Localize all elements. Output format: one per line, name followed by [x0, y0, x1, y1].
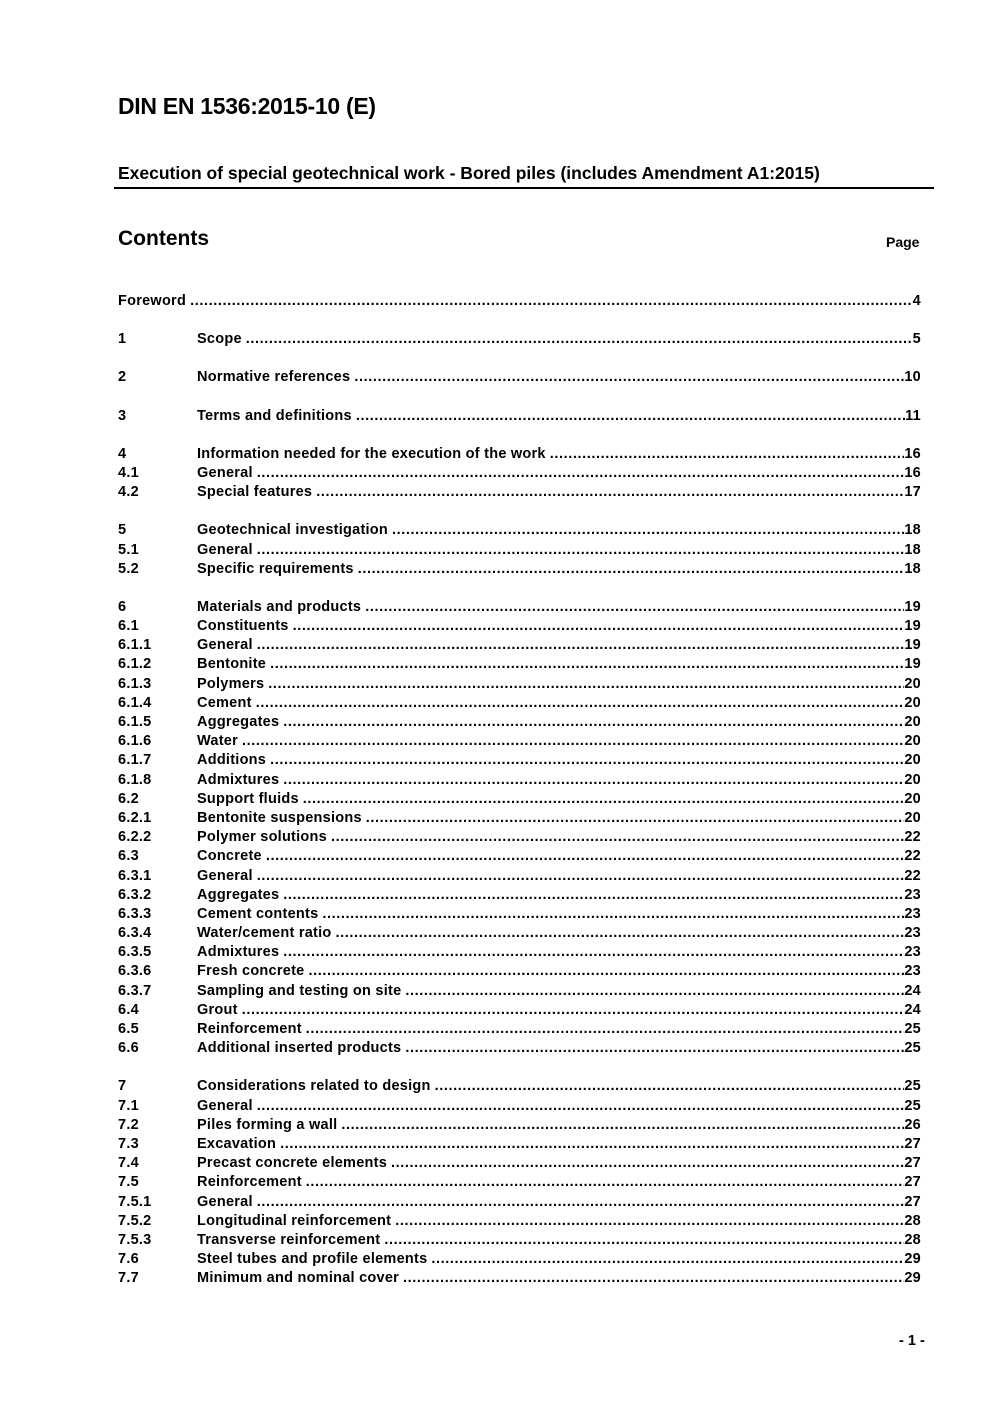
toc-entry-number: 6.2	[118, 790, 139, 807]
toc-entry-page: 20	[904, 752, 921, 769]
toc-entry[interactable]	[118, 292, 921, 311]
toc-entry-page: 23	[904, 905, 921, 922]
toc-entry-page: 18	[904, 541, 921, 558]
toc-entry-number: 6.5	[118, 1021, 139, 1037]
toc-dot-leader	[316, 483, 904, 502]
toc-entry-number: 6.2.1	[118, 809, 152, 826]
toc-entry[interactable]	[118, 1212, 921, 1231]
toc-entry[interactable]	[118, 1116, 921, 1135]
toc-dot-leader	[303, 790, 905, 809]
toc-dot-leader	[392, 521, 904, 540]
toc-entry-number: 6.1.3	[118, 675, 152, 692]
toc-entry-title: Water/cement ratio	[197, 925, 332, 942]
toc-entry-number: 4.1	[118, 464, 139, 481]
toc-entry-title: Reinforcement	[197, 1021, 302, 1037]
toc-entry-title: Scope	[197, 331, 242, 348]
toc-entry[interactable]	[118, 713, 921, 732]
toc-dot-leader	[257, 464, 905, 483]
toc-entry-page: 20	[904, 771, 921, 788]
toc-entry-number: 6.3.3	[118, 905, 152, 922]
toc-entry-page: 22	[904, 829, 921, 846]
toc-entry-page: 23	[904, 925, 921, 942]
toc-dot-leader	[331, 828, 904, 847]
toc-entry-number: 7.5.2	[118, 1212, 152, 1229]
toc-dot-leader	[280, 1135, 904, 1154]
toc-dot-leader	[356, 407, 905, 426]
toc-entry-number: 4.2	[118, 484, 139, 501]
toc-entry-page: 19	[904, 598, 921, 615]
toc-entry-page: 27	[904, 1135, 921, 1152]
toc-entry-number: 6.3.6	[118, 963, 152, 980]
toc-dot-leader	[366, 809, 905, 828]
toc-entry-number: 6.3.5	[118, 944, 152, 961]
toc-entry-title: Aggregates	[197, 886, 280, 903]
toc-dot-leader	[257, 636, 905, 655]
toc-entry-title: Special features	[197, 484, 313, 501]
toc-entry[interactable]	[118, 1001, 921, 1020]
toc-dot-leader	[395, 1212, 904, 1231]
toc-entry[interactable]	[118, 1020, 921, 1039]
table-of-contents	[118, 292, 921, 1288]
toc-entry[interactable]	[118, 330, 921, 349]
toc-entry-title: Minimum and nominal cover	[197, 1270, 400, 1287]
toc-entry-title: Additions	[197, 752, 267, 769]
toc-dot-leader	[550, 445, 905, 464]
toc-entry-number: 6.1.4	[118, 694, 152, 711]
toc-entry[interactable]	[118, 847, 921, 866]
toc-entry-page: 10	[904, 369, 921, 386]
toc-entry-title: General	[197, 541, 253, 558]
toc-entry[interactable]	[118, 636, 921, 655]
toc-entry[interactable]	[118, 732, 921, 751]
toc-entry-page: 22	[904, 848, 921, 865]
toc-entry-page: 20	[904, 790, 921, 807]
toc-entry-number: 7.7	[118, 1270, 139, 1287]
toc-entry-title: Admixtures	[197, 944, 280, 961]
toc-entry[interactable]	[118, 1135, 921, 1154]
toc-entry-number: 6.1.1	[118, 637, 152, 654]
toc-entry[interactable]	[118, 886, 921, 905]
toc-dot-leader	[306, 1173, 905, 1192]
toc-entry[interactable]	[118, 560, 921, 579]
toc-entry-title: Grout	[197, 1001, 238, 1018]
toc-entry-title: General	[197, 1097, 253, 1114]
toc-entry-page: 5	[912, 331, 921, 348]
toc-dot-leader	[384, 1231, 904, 1250]
toc-entry-page: 19	[904, 656, 921, 673]
toc-entry[interactable]	[118, 751, 921, 770]
toc-entry-number: 4	[118, 445, 127, 462]
toc-entry-title: General	[197, 1193, 253, 1210]
toc-entry-page: 20	[904, 694, 921, 711]
toc-entry-page: 11	[905, 407, 921, 424]
toc-entry-page: 18	[904, 522, 921, 539]
toc-entry-number: 5.2	[118, 560, 139, 577]
toc-entry-page: 25	[904, 1097, 921, 1114]
toc-entry-number: 5.1	[118, 541, 139, 558]
toc-entry-number: 7.5.1	[118, 1193, 152, 1210]
toc-dot-leader	[283, 713, 904, 732]
toc-dot-leader	[308, 962, 904, 981]
toc-entry-number: 7.1	[118, 1097, 139, 1114]
toc-entry[interactable]	[118, 962, 921, 981]
toc-entry-page: 26	[904, 1116, 921, 1133]
toc-entry[interactable]	[118, 675, 921, 694]
toc-dot-leader	[270, 751, 904, 770]
toc-entry-title: Precast concrete elements	[197, 1155, 388, 1172]
toc-entry-number: 5	[118, 522, 127, 539]
toc-entry[interactable]	[118, 694, 921, 713]
toc-entry-title: Transverse reinforcement	[197, 1231, 381, 1248]
toc-entry-number: 7.3	[118, 1135, 139, 1152]
toc-entry-page: 28	[904, 1212, 921, 1229]
document-title: DIN EN 1536:2015-10 (E)	[118, 93, 376, 119]
toc-entry-page: 18	[904, 560, 921, 577]
toc-entry-number: 1	[118, 331, 127, 348]
toc-dot-leader	[435, 1077, 905, 1096]
toc-entry[interactable]	[118, 1097, 921, 1116]
toc-entry-number: 6.1	[118, 618, 139, 635]
toc-entry-title: General	[197, 637, 253, 654]
toc-entry-title: Additional inserted products	[197, 1040, 402, 1057]
toc-entry-number: 7.5	[118, 1174, 139, 1191]
toc-entry-page: 24	[904, 982, 921, 999]
toc-entry-page: 27	[904, 1174, 921, 1191]
toc-entry-number: 6.3	[118, 848, 139, 865]
toc-entry[interactable]	[118, 483, 921, 502]
toc-entry-number: 6.3.4	[118, 925, 152, 942]
toc-entry-title: Normative references	[197, 369, 351, 386]
toc-entry-title: Polymer solutions	[197, 829, 327, 846]
toc-dot-leader	[257, 1097, 905, 1116]
toc-entry-number: 6.4	[118, 1001, 139, 1018]
toc-entry[interactable]	[118, 1250, 921, 1269]
toc-entry[interactable]	[118, 1173, 921, 1192]
toc-entry-page: 23	[904, 944, 921, 961]
toc-entry-title: Foreword	[118, 293, 187, 309]
toc-entry-title: Geotechnical investigation	[197, 522, 389, 539]
toc-entry-number: 6.2.2	[118, 829, 152, 846]
toc-entry-title: Considerations related to design	[197, 1078, 431, 1095]
toc-entry-page: 25	[904, 1021, 921, 1037]
toc-entry-number: 7.4	[118, 1155, 139, 1172]
toc-dot-leader	[283, 771, 904, 790]
toc-entry-page: 27	[904, 1155, 921, 1172]
toc-entry[interactable]	[118, 924, 921, 943]
toc-entry-number: 6.1.6	[118, 733, 152, 750]
toc-entry-number: 6.3.2	[118, 886, 152, 903]
title-divider	[114, 187, 934, 189]
toc-entry[interactable]	[118, 541, 921, 560]
toc-entry-page: 22	[904, 867, 921, 884]
toc-entry[interactable]	[118, 598, 921, 617]
toc-entry-number: 2	[118, 369, 127, 386]
toc-entry-page: 27	[904, 1193, 921, 1210]
toc-dot-leader	[365, 598, 904, 617]
toc-entry-page: 20	[904, 675, 921, 692]
toc-dot-leader	[341, 1116, 904, 1135]
toc-entry-number: 6.1.8	[118, 771, 152, 788]
toc-entry-page: 23	[904, 886, 921, 903]
toc-entry[interactable]	[118, 809, 921, 828]
toc-dot-leader	[257, 541, 905, 560]
toc-entry[interactable]	[118, 867, 921, 886]
toc-entry[interactable]	[118, 1154, 921, 1173]
toc-entry[interactable]	[118, 368, 921, 387]
page-column-heading: Page	[886, 234, 920, 250]
toc-dot-leader	[268, 675, 904, 694]
toc-entry-page: 20	[904, 733, 921, 750]
toc-entry[interactable]	[118, 1269, 921, 1288]
toc-dot-leader	[336, 924, 905, 943]
toc-entry[interactable]	[118, 521, 921, 540]
toc-entry-page: 4	[912, 293, 921, 309]
toc-entry-title: Fresh concrete	[197, 963, 305, 980]
toc-entry-number: 7.2	[118, 1116, 139, 1133]
toc-entry-title: Piles forming a wall	[197, 1116, 338, 1133]
toc-dot-leader	[306, 1020, 905, 1039]
toc-entry-page: 24	[904, 1001, 921, 1018]
toc-entry-title: Information needed for the execution of the work	[197, 445, 546, 462]
toc-dot-leader	[405, 1039, 904, 1058]
toc-entry-page: 19	[904, 637, 921, 654]
toc-entry-number: 6.1.2	[118, 656, 152, 673]
toc-entry-title: General	[197, 867, 253, 884]
toc-entry-title: Terms and definitions	[197, 407, 352, 424]
toc-dot-leader	[293, 617, 905, 636]
toc-entry-title: Aggregates	[197, 714, 280, 730]
toc-entry-title: Water	[197, 733, 238, 750]
toc-entry-title: Excavation	[197, 1135, 277, 1152]
toc-entry-page: 20	[904, 809, 921, 826]
toc-entry-number: 6.1.5	[118, 714, 152, 730]
toc-entry-title: Steel tubes and profile elements	[197, 1251, 428, 1268]
toc-entry[interactable]	[118, 982, 921, 1001]
toc-entry-number: 6.3.1	[118, 867, 152, 884]
toc-dot-leader	[322, 905, 904, 924]
toc-dot-leader	[358, 560, 905, 579]
toc-entry-number: 7.6	[118, 1251, 139, 1268]
toc-dot-leader	[283, 943, 904, 962]
toc-entry[interactable]	[118, 1039, 921, 1058]
toc-entry-page: 23	[904, 963, 921, 980]
toc-dot-leader	[266, 847, 905, 866]
toc-entry-number: 6.3.7	[118, 982, 152, 999]
toc-entry-title: Concrete	[197, 848, 262, 865]
toc-dot-leader	[283, 886, 904, 905]
toc-dot-leader	[246, 330, 913, 349]
toc-dot-leader	[190, 292, 913, 311]
toc-entry[interactable]	[118, 1077, 921, 1096]
toc-dot-leader	[257, 867, 905, 886]
toc-entry[interactable]	[118, 1193, 921, 1212]
toc-entry[interactable]	[118, 464, 921, 483]
toc-entry-title: Bentonite	[197, 656, 267, 673]
toc-entry[interactable]	[118, 905, 921, 924]
toc-dot-leader	[242, 732, 904, 751]
toc-dot-leader	[405, 982, 904, 1001]
toc-entry-title: General	[197, 464, 253, 481]
toc-entry-page: 16	[904, 445, 921, 462]
toc-entry-number: 7.5.3	[118, 1231, 152, 1248]
toc-entry-title: Bentonite suspensions	[197, 809, 362, 826]
toc-entry-title: Sampling and testing on site	[197, 982, 402, 999]
toc-dot-leader	[242, 1001, 905, 1020]
toc-entry[interactable]	[118, 655, 921, 674]
toc-entry-number: 6.1.7	[118, 752, 152, 769]
toc-entry-title: Cement	[197, 694, 252, 711]
toc-entry-title: Specific requirements	[197, 560, 354, 577]
toc-entry[interactable]	[118, 407, 921, 426]
toc-entry-number: 7	[118, 1078, 127, 1095]
toc-dot-leader	[391, 1154, 904, 1173]
toc-entry-title: Longitudinal reinforcement	[197, 1212, 392, 1229]
footer-page-number: - 1 -	[899, 1333, 925, 1349]
toc-entry[interactable]	[118, 790, 921, 809]
toc-entry-title: Cement contents	[197, 905, 319, 922]
toc-entry[interactable]	[118, 617, 921, 636]
toc-entry-title: Admixtures	[197, 771, 280, 788]
toc-entry-title: Support fluids	[197, 790, 299, 807]
toc-entry-page: 29	[904, 1270, 921, 1287]
toc-dot-leader	[403, 1269, 904, 1288]
toc-dot-leader	[257, 1193, 905, 1212]
toc-entry[interactable]	[118, 445, 921, 464]
toc-entry-page: 19	[904, 618, 921, 635]
toc-entry[interactable]	[118, 943, 921, 962]
toc-entry[interactable]	[118, 828, 921, 847]
toc-entry-page: 28	[904, 1231, 921, 1248]
toc-entry-number: 6	[118, 598, 127, 615]
toc-entry-page: 20	[904, 714, 921, 730]
toc-entry-title: Reinforcement	[197, 1174, 302, 1191]
contents-heading: Contents	[118, 227, 209, 250]
document-subtitle: Execution of special geotechnical work - Bored piles (includes Amendment A1:2015)	[118, 163, 820, 183]
toc-entry-page: 16	[904, 464, 921, 481]
toc-entry-title: Polymers	[197, 675, 265, 692]
toc-entry-page: 29	[904, 1251, 921, 1268]
toc-entry[interactable]	[118, 771, 921, 790]
toc-entry-number: 6.6	[118, 1040, 139, 1057]
toc-entry-title: Constituents	[197, 618, 289, 635]
toc-entry-page: 17	[904, 484, 921, 501]
toc-entry-page: 25	[904, 1078, 921, 1095]
toc-entry-title: Materials and products	[197, 598, 362, 615]
toc-entry-page: 25	[904, 1040, 921, 1057]
toc-dot-leader	[270, 655, 904, 674]
toc-dot-leader	[256, 694, 905, 713]
toc-entry[interactable]	[118, 1231, 921, 1250]
toc-dot-leader	[431, 1250, 904, 1269]
toc-dot-leader	[354, 368, 904, 387]
toc-entry-number: 3	[118, 407, 127, 424]
